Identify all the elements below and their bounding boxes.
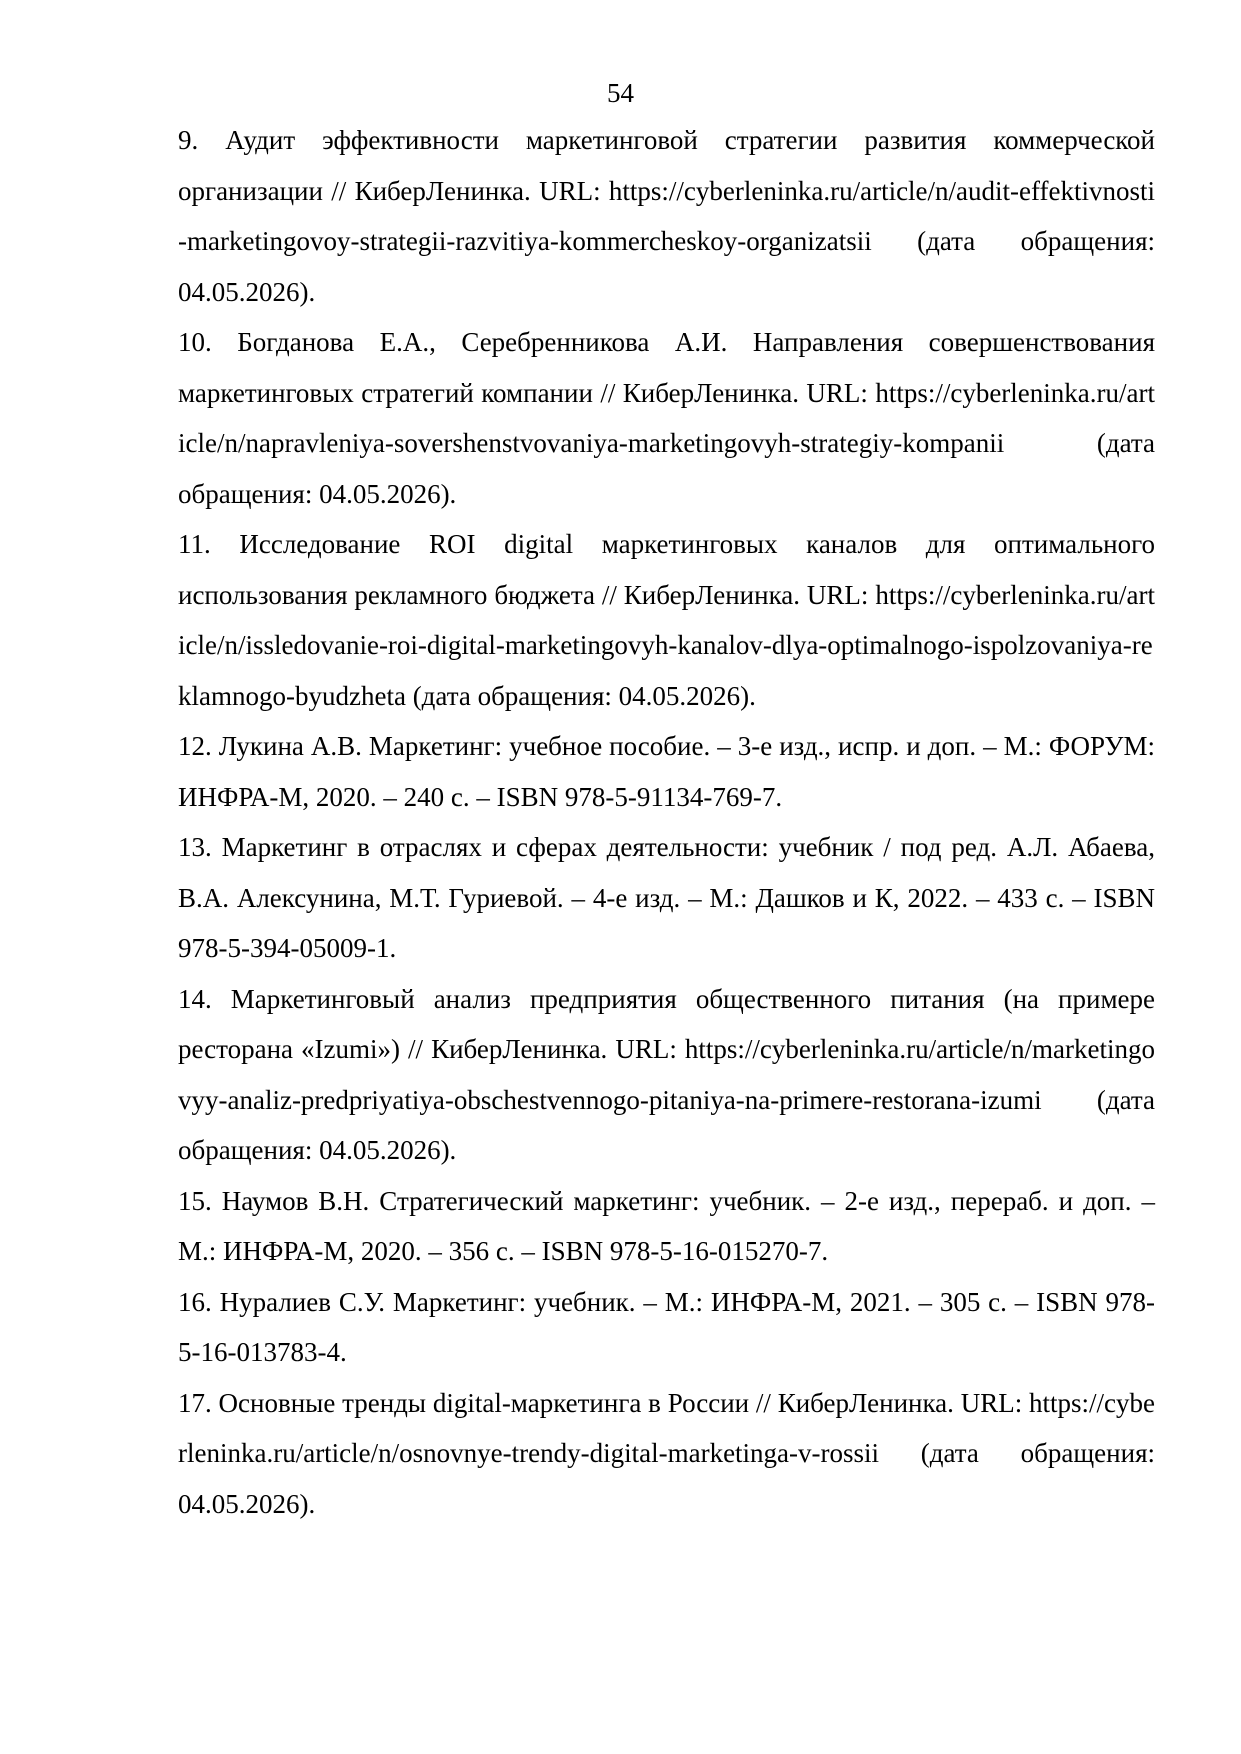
reference-item-14 (178, 974, 1155, 1176)
reference-item-17 (178, 1378, 1155, 1530)
reference-access-date: (дата обращения: 04.05.2026). (405, 680, 756, 711)
reference-item-10 (178, 317, 1155, 519)
reference-url: https://cyberleninka.ru/article/n/osnovnye-trendy-digital-marketinga-v-rossii (178, 1387, 1155, 1468)
reference-item-11 (178, 519, 1155, 721)
reference-url: https://cyberleninka.ru/article/n/audit-effektivnosti-marketingovoy-strategii-razvitiya-kommercheskoy-organizatsii (178, 175, 1155, 256)
reference-access-date: (дата обращения: 04.05.2026). (178, 1438, 1155, 1519)
reference-item-12 (178, 721, 1155, 822)
reference-text: 17. Основные тренды digital-маркетинга в России // КиберЛенинка. URL: (178, 1387, 1030, 1418)
reference-url: https://cyberleninka.ru/article/n/issledovanie-roi-digital-marketingovyh-kanalov-dlya-optimalnogo-ispolzovaniya-reklamnogo-byudzheta (178, 579, 1155, 711)
reference-url: https://cyberleninka.ru/article/n/napravleniya-sovershenstvovaniya-marketingovyh-strategiy-kompanii (178, 377, 1155, 458)
reference-url: https://cyberleninka.ru/article/n/marketingovyy-analiz-predpriyatiya-obschestvennogo-pitaniya-na-primere-restorana-izumi (178, 1034, 1155, 1115)
page-number: 54 (607, 78, 634, 108)
reference-text: 13. Маркетинг в отраслях и сферах деятельности: учебник / под ред. А.Л. Абаева, В.А. Алексунина, М.Т. Гуриевой. – 4-е изд. – М.: Дашков и К, 2022. – 433 с. – ISBN 978-5-394-05009-1. (178, 832, 1155, 963)
reference-text: 9. Аудит эффективности маркетинговой стратегии развития коммерческой организации // КиберЛенинка. URL: (178, 125, 1155, 206)
reference-item-16 (178, 1277, 1155, 1378)
reference-text: 11. Исследование ROI digital маркетинговых каналов для оптимального использования рекламного бюджета // КиберЛенинка. URL: (178, 529, 1155, 610)
reference-item-9 (178, 115, 1155, 317)
reference-text: 14. Маркетинговый анализ предприятия общественного питания (на примере ресторана «Izumi») // КиберЛенинка. URL: (178, 983, 1155, 1064)
reference-text: 12. Лукина А.В. Маркетинг: учебное пособие. – 3-е изд., испр. и доп. – М.: ФОРУМ: ИНФРА-М, 2020. – 240 с. – ISBN 978-5-91134-769-7. (178, 731, 1155, 812)
reference-access-date: (дата обращения: 04.05.2026). (178, 226, 1155, 307)
reference-item-15 (178, 1176, 1155, 1277)
reference-text: 10. Богданова Е.А., Серебренникова А.И. Направления совершенствования маркетинговых стратегий компании // КиберЛенинка. URL: (178, 327, 1155, 408)
reference-text: 16. Нуралиев С.У. Маркетинг: учебник. – М.: ИНФРА-М, 2021. – 305 с. – ISBN 978-5-16-013783-4. (178, 1286, 1155, 1367)
reference-text: 15. Наумов В.Н. Стратегический маркетинг: учебник. – 2-е изд., перераб. и доп. – М.: ИНФРА-М, 2020. – 356 с. – ISBN 978-5-16-015270-7. (178, 1185, 1155, 1266)
reference-item-13 (178, 822, 1155, 974)
reference-list (178, 115, 1155, 1529)
reference-access-date: (дата обращения: 04.05.2026). (178, 1084, 1155, 1165)
reference-access-date: (дата обращения: 04.05.2026). (178, 428, 1155, 509)
